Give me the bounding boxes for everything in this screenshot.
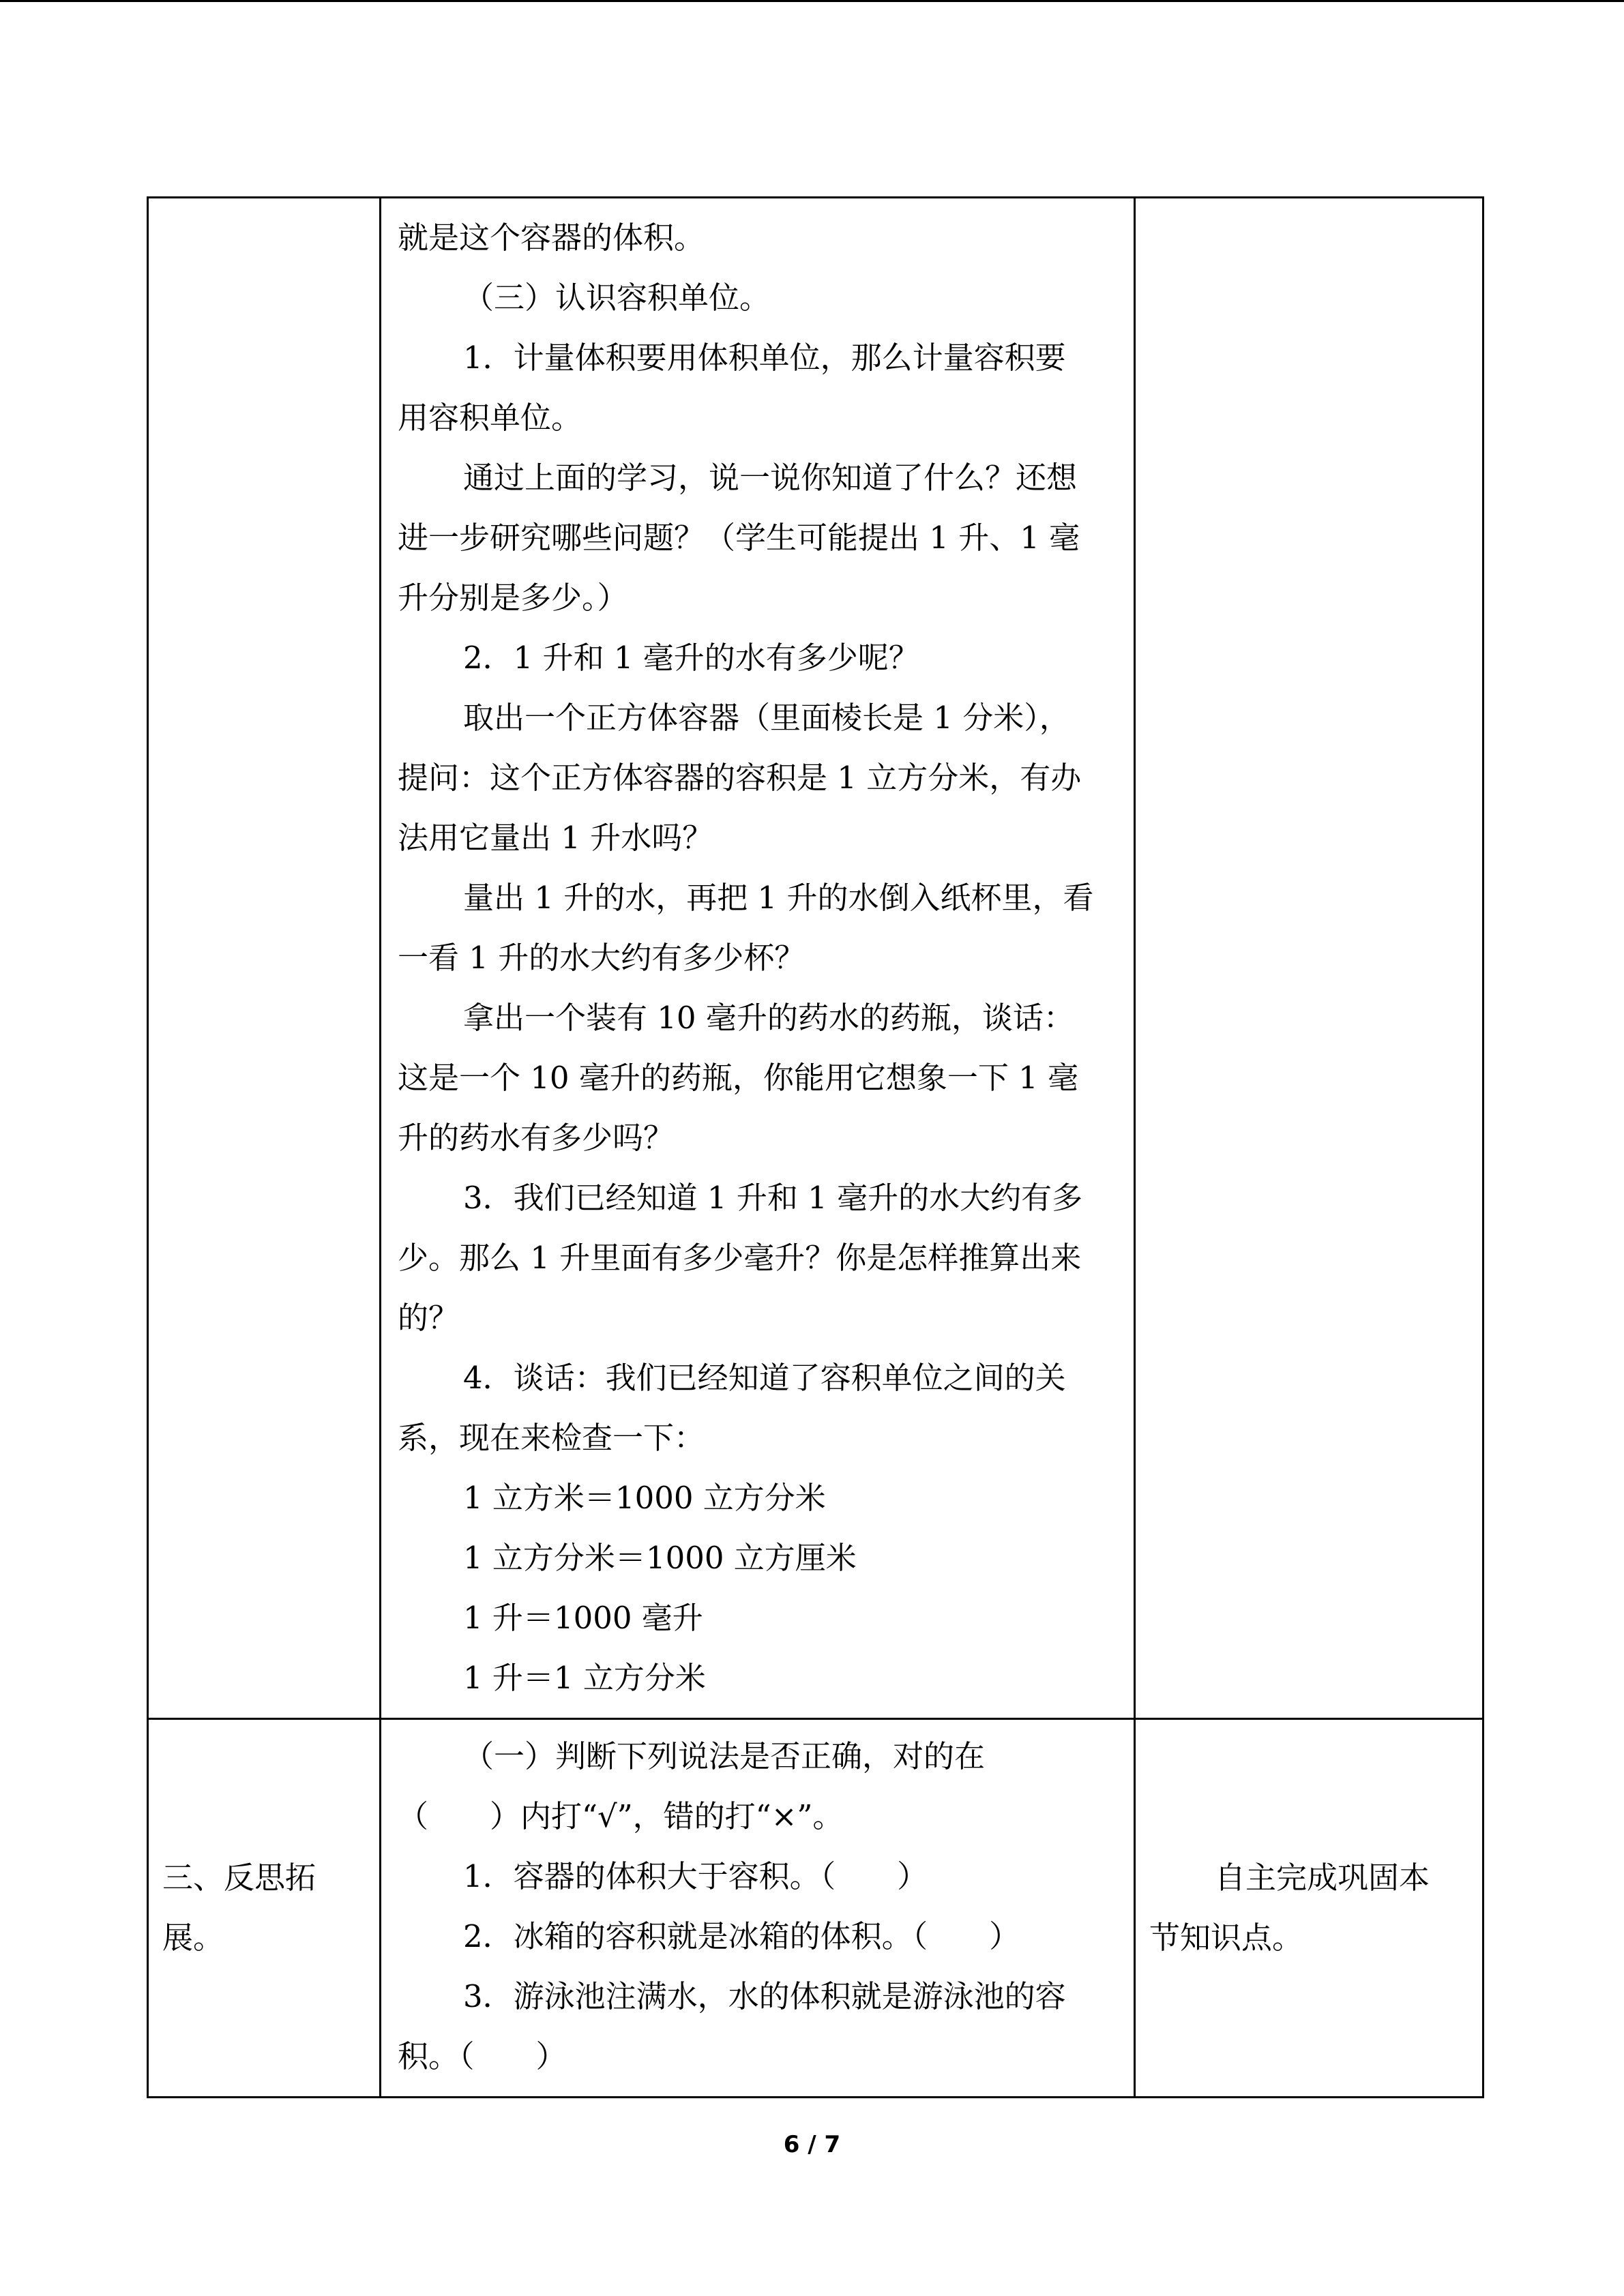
text-line: 升的药水有多少吗？ [398,1120,675,1156]
activity-cell [381,198,1135,1719]
text-line: 升分别是多少。） [398,580,628,616]
activity-cell [381,1719,1135,2098]
exercise-item: 2．冰箱的容积就是冰箱的体积。（ ） [463,1918,1020,1954]
stage-cell [148,1719,381,2098]
page-number: 6 / 7 [783,2131,841,2158]
text-line: 少。那么 1 升里面有多少毫升？你是怎样推算出来 [398,1240,1082,1276]
stage-label: 展。 [162,1920,224,1956]
lesson-plan-table [147,196,1484,2098]
purpose-text: 节知识点。 [1149,1920,1303,1956]
text-line: 量出 1 升的水，再把 1 升的水倒入纸杯里，看 [463,880,1094,916]
purpose-cell [1135,198,1483,1719]
unit-equation: 1 立方分米＝1000 立方厘米 [463,1540,857,1576]
text-line: 积。（ ） [398,2038,567,2074]
table-row [148,1719,1483,2098]
text-line: 提问：这个正方体容器的容积是 1 立方分米，有办 [398,760,1082,796]
unit-equation: 1 立方米＝1000 立方分米 [463,1480,826,1516]
text-line: 取出一个正方体容器（里面棱长是 1 分米）， [463,700,1070,736]
text-line: 用容积单位。 [398,400,582,436]
text-line: （ ）内打“√”，错的打“×”。 [398,1798,844,1834]
unit-equation: 1 升＝1 立方分米 [463,1660,706,1696]
stage-label: 三、反思拓 [162,1860,316,1896]
text-line: 4．谈话：我们已经知道了容积单位之间的关 [463,1360,1066,1396]
stage-cell [148,198,381,1719]
text-line: 进一步研究哪些问题？（学生可能提出 1 升、1 毫 [398,520,1080,556]
text-line: 法用它量出 1 升水吗？ [398,820,713,856]
text-line: 3．我们已经知道 1 升和 1 毫升的水大约有多 [463,1180,1083,1216]
section-heading: （三）认识容积单位。 [463,280,771,316]
page-top-border [0,0,1624,2]
purpose-cell [1135,1719,1483,2098]
text-line: 2．1 升和 1 毫升的水有多少呢？ [463,640,919,676]
text-line: 的？ [398,1300,460,1336]
exercise-item: 3．游泳池注满水，水的体积就是游泳池的容 [463,1978,1066,2014]
table-row [148,198,1483,1719]
unit-equation: 1 升＝1000 毫升 [463,1600,703,1636]
text-line: 1．计量体积要用体积单位，那么计量容积要 [463,340,1066,376]
purpose-text: 自主完成巩固本 [1215,1860,1430,1896]
section-heading: （一）判断下列说法是否正确，对的在 [463,1738,986,1774]
text-line: 这是一个 10 毫升的药瓶，你能用它想象一下 1 毫 [398,1060,1079,1096]
text-line: 通过上面的学习，说一说你知道了什么？还想 [463,460,1078,496]
text-line: 一看 1 升的水大约有多少杯？ [398,940,806,976]
text-line: 拿出一个装有 10 毫升的药水的药瓶，谈话： [463,1000,1074,1036]
text-line: 就是这个容器的体积。 [398,220,705,256]
exercise-item: 1．容器的体积大于容积。（ ） [463,1858,928,1894]
text-line: 系，现在来检查一下： [398,1420,705,1456]
